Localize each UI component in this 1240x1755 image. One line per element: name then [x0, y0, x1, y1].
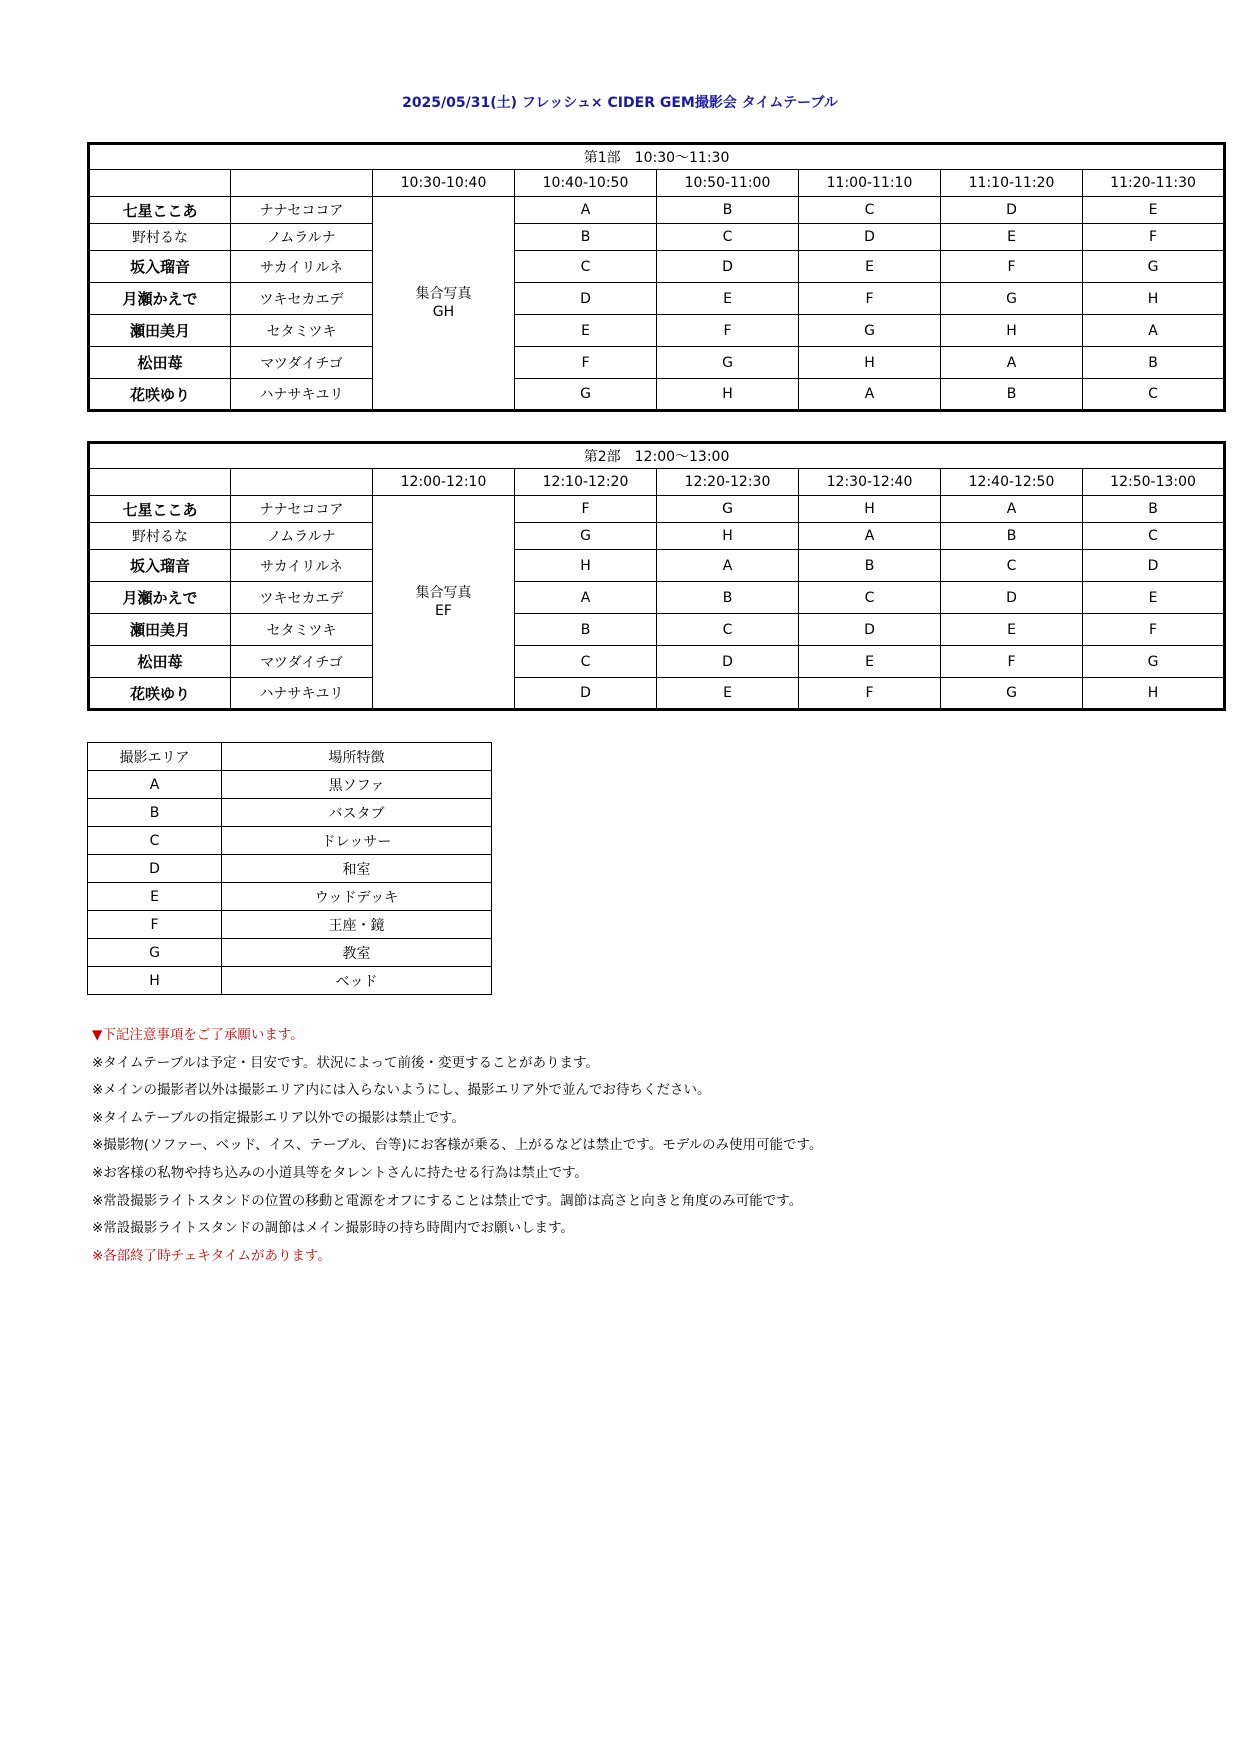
- member-row: [89, 614, 1225, 646]
- area-cell: D: [515, 283, 657, 315]
- area-cell: E: [941, 614, 1083, 646]
- area-cell: B: [515, 224, 657, 251]
- member-kana: ナナセココア: [231, 496, 373, 523]
- member-row: [89, 283, 1225, 315]
- area-cell: F: [799, 678, 941, 710]
- area-cell: H: [799, 496, 941, 523]
- notes-section: [92, 1022, 1152, 1270]
- member-row: [89, 496, 1225, 523]
- area-cell: H: [941, 315, 1083, 347]
- legend-row: [88, 967, 492, 995]
- member-name: 花咲ゆり: [89, 379, 231, 411]
- member-name: 坂入瑠音: [89, 550, 231, 582]
- legend-area-feature: ドレッサー: [222, 827, 492, 855]
- area-cell: G: [941, 678, 1083, 710]
- group-photo-areas: GH: [432, 304, 455, 320]
- member-name: 瀬田美月: [89, 614, 231, 646]
- time-slot-header: 10:50-11:00: [657, 170, 799, 197]
- area-cell: C: [515, 646, 657, 678]
- area-cell: D: [941, 197, 1083, 224]
- area-cell: H: [1083, 283, 1225, 315]
- member-row: [89, 251, 1225, 283]
- area-cell: A: [799, 379, 941, 411]
- area-cell: F: [515, 496, 657, 523]
- area-cell: A: [1083, 315, 1225, 347]
- group-photo-label: 集合写真: [415, 585, 472, 601]
- legend-area-code: F: [88, 911, 222, 939]
- legend-row: [88, 911, 492, 939]
- area-cell: E: [799, 646, 941, 678]
- area-cell: C: [799, 197, 941, 224]
- session-2-table: [87, 441, 1226, 711]
- time-slot-row: [89, 469, 1225, 496]
- area-cell: E: [657, 678, 799, 710]
- area-legend-table: [87, 742, 492, 995]
- legend-header-area: 撮影エリア: [88, 743, 222, 771]
- area-cell: D: [941, 582, 1083, 614]
- notes-list: [92, 1050, 1152, 1243]
- member-row: [89, 646, 1225, 678]
- member-row: [89, 379, 1225, 411]
- area-cell: G: [941, 283, 1083, 315]
- area-cell: E: [1083, 197, 1225, 224]
- area-cell: B: [941, 523, 1083, 550]
- area-cell: E: [799, 251, 941, 283]
- area-cell: A: [515, 197, 657, 224]
- area-cell: C: [799, 582, 941, 614]
- member-name: 瀬田美月: [89, 315, 231, 347]
- member-name: 花咲ゆり: [89, 678, 231, 710]
- time-slot-header: 10:40-10:50: [515, 170, 657, 197]
- legend-area-code: C: [88, 827, 222, 855]
- member-kana: ノムラルナ: [231, 523, 373, 550]
- area-cell: D: [515, 678, 657, 710]
- note-item: ※常設撮影ライトスタンドの位置の移動と電源をオフにすることは禁止です。調節は高さと向きと角度のみ可能です。: [92, 1192, 803, 1209]
- legend-area-code: H: [88, 967, 222, 995]
- legend-area-code: B: [88, 799, 222, 827]
- area-cell: A: [941, 496, 1083, 523]
- area-cell: A: [657, 550, 799, 582]
- member-name: 野村るな: [89, 224, 231, 251]
- area-cell: G: [515, 379, 657, 411]
- member-kana: ノムラルナ: [231, 224, 373, 251]
- area-cell: D: [799, 614, 941, 646]
- member-name: 松田苺: [89, 347, 231, 379]
- member-row: [89, 315, 1225, 347]
- group-photo-label: 集合写真: [415, 286, 472, 302]
- member-name: 七星ここあ: [89, 197, 231, 224]
- area-cell: G: [657, 496, 799, 523]
- area-cell: F: [799, 283, 941, 315]
- area-cell: D: [1083, 550, 1225, 582]
- legend-area-feature: 黒ソファ: [222, 771, 492, 799]
- area-cell: B: [799, 550, 941, 582]
- area-cell: E: [941, 224, 1083, 251]
- area-cell: B: [657, 197, 799, 224]
- legend-row: [88, 883, 492, 911]
- area-cell: C: [515, 251, 657, 283]
- area-cell: H: [799, 347, 941, 379]
- note-item: ※お客様の私物や持ち込みの小道具等をタレントさんに持たせる行為は禁止です。: [92, 1164, 588, 1181]
- area-cell: H: [515, 550, 657, 582]
- area-cell: C: [657, 224, 799, 251]
- area-cell: G: [799, 315, 941, 347]
- area-cell: B: [941, 379, 1083, 411]
- time-slot-header: 12:00-12:10: [373, 469, 515, 496]
- member-kana: ナナセココア: [231, 197, 373, 224]
- time-slot-header: 11:20-11:30: [1083, 170, 1225, 197]
- empty-header-cell: [231, 170, 373, 197]
- member-row: [89, 224, 1225, 251]
- area-cell: H: [1083, 678, 1225, 710]
- member-kana: サカイリルネ: [231, 251, 373, 283]
- area-cell: A: [799, 523, 941, 550]
- empty-header-cell: [231, 469, 373, 496]
- legend-row: [88, 827, 492, 855]
- session-header-row: [89, 144, 1225, 170]
- legend-area-feature: ウッドデッキ: [222, 883, 492, 911]
- legend-area-code: G: [88, 939, 222, 967]
- time-slot-header: 11:10-11:20: [941, 170, 1083, 197]
- area-cell: E: [1083, 582, 1225, 614]
- area-cell: F: [1083, 224, 1225, 251]
- member-row: [89, 678, 1225, 710]
- legend-row: [88, 771, 492, 799]
- note-item: ※撮影物(ソファー、ベッド、イス、テーブル、台等)にお客様が乗る、上がるなどは禁止です。モデルのみ使用可能です。: [92, 1137, 823, 1154]
- legend-area-code: D: [88, 855, 222, 883]
- area-cell: C: [1083, 523, 1225, 550]
- empty-header-cell: [89, 469, 231, 496]
- area-cell: B: [515, 614, 657, 646]
- area-cell: H: [657, 379, 799, 411]
- area-cell: G: [657, 347, 799, 379]
- legend-header-feature: 場所特徴: [222, 743, 492, 771]
- area-cell: E: [657, 283, 799, 315]
- legend-row: [88, 799, 492, 827]
- legend-header-row: [88, 743, 492, 771]
- area-cell: G: [515, 523, 657, 550]
- member-kana: サカイリルネ: [231, 550, 373, 582]
- notes-heading: ▼下記注意事項をご了承願います。: [92, 1027, 304, 1043]
- member-name: 月瀬かえで: [89, 582, 231, 614]
- area-cell: C: [941, 550, 1083, 582]
- legend-area-feature: 王座・鏡: [222, 911, 492, 939]
- time-slot-header: 10:30-10:40: [373, 170, 515, 197]
- member-row: [89, 550, 1225, 582]
- time-slot-header: 12:20-12:30: [657, 469, 799, 496]
- note-item: ※メインの撮影者以外は撮影エリア内には入らないようにし、撮影エリア外で並んでお待ちください。: [92, 1082, 711, 1099]
- group-photo-cell: [373, 197, 515, 411]
- area-cell: D: [657, 646, 799, 678]
- area-cell: F: [515, 347, 657, 379]
- time-slot-header: 12:10-12:20: [515, 469, 657, 496]
- session-header: 第1部 10:30～11:30: [89, 144, 1225, 170]
- member-kana: セタミツキ: [231, 315, 373, 347]
- area-cell: C: [657, 614, 799, 646]
- member-row: [89, 582, 1225, 614]
- member-name: 野村るな: [89, 523, 231, 550]
- empty-header-cell: [89, 170, 231, 197]
- area-cell: F: [1083, 614, 1225, 646]
- note-item: ※タイムテーブルは予定・目安です。状況によって前後・変更することがあります。: [92, 1054, 599, 1071]
- area-cell: H: [657, 523, 799, 550]
- member-kana: マツダイチゴ: [231, 646, 373, 678]
- member-kana: ハナサキユリ: [231, 379, 373, 411]
- area-cell: F: [941, 646, 1083, 678]
- area-cell: E: [515, 315, 657, 347]
- area-cell: A: [515, 582, 657, 614]
- area-cell: B: [1083, 496, 1225, 523]
- notes-footer: ※各部終了時チェキタイムがあります。: [92, 1247, 331, 1264]
- member-name: 坂入瑠音: [89, 251, 231, 283]
- member-kana: ツキセカエデ: [231, 283, 373, 315]
- area-cell: D: [799, 224, 941, 251]
- legend-area-feature: 和室: [222, 855, 492, 883]
- note-item: ※常設撮影ライトスタンドの調節はメイン撮影時の持ち時間内でお願いします。: [92, 1220, 574, 1237]
- legend-area-feature: ベッド: [222, 967, 492, 995]
- area-cell: D: [657, 251, 799, 283]
- area-cell: B: [1083, 347, 1225, 379]
- area-cell: C: [1083, 379, 1225, 411]
- area-cell: F: [941, 251, 1083, 283]
- area-cell: G: [1083, 646, 1225, 678]
- session-header: 第2部 12:00～13:00: [89, 443, 1225, 469]
- legend-area-code: A: [88, 771, 222, 799]
- time-slot-header: 12:50-13:00: [1083, 469, 1225, 496]
- time-slot-row: [89, 170, 1225, 197]
- legend-row: [88, 939, 492, 967]
- member-row: [89, 347, 1225, 379]
- group-photo-areas: EF: [435, 603, 452, 619]
- member-row: [89, 523, 1225, 550]
- member-name: 月瀬かえで: [89, 283, 231, 315]
- legend-area-feature: バスタブ: [222, 799, 492, 827]
- session-1-table: [87, 142, 1226, 412]
- area-cell: B: [657, 582, 799, 614]
- time-slot-header: 12:30-12:40: [799, 469, 941, 496]
- member-name: 七星ここあ: [89, 496, 231, 523]
- legend-area-feature: 教室: [222, 939, 492, 967]
- group-photo-cell: [373, 496, 515, 710]
- area-cell: A: [941, 347, 1083, 379]
- member-row: [89, 197, 1225, 224]
- page-title: 2025/05/31(土) フレッシュ× CIDER GEM撮影会 タイムテーブル: [402, 95, 838, 111]
- legend-area-code: E: [88, 883, 222, 911]
- member-kana: ハナサキユリ: [231, 678, 373, 710]
- area-cell: G: [1083, 251, 1225, 283]
- time-slot-header: 12:40-12:50: [941, 469, 1083, 496]
- time-slot-header: 11:00-11:10: [799, 170, 941, 197]
- member-kana: セタミツキ: [231, 614, 373, 646]
- member-kana: マツダイチゴ: [231, 347, 373, 379]
- member-kana: ツキセカエデ: [231, 582, 373, 614]
- member-name: 松田苺: [89, 646, 231, 678]
- legend-row: [88, 855, 492, 883]
- session-header-row: [89, 443, 1225, 469]
- note-item: ※タイムテーブルの指定撮影エリア以外での撮影は禁止です。: [92, 1109, 465, 1126]
- area-cell: F: [657, 315, 799, 347]
